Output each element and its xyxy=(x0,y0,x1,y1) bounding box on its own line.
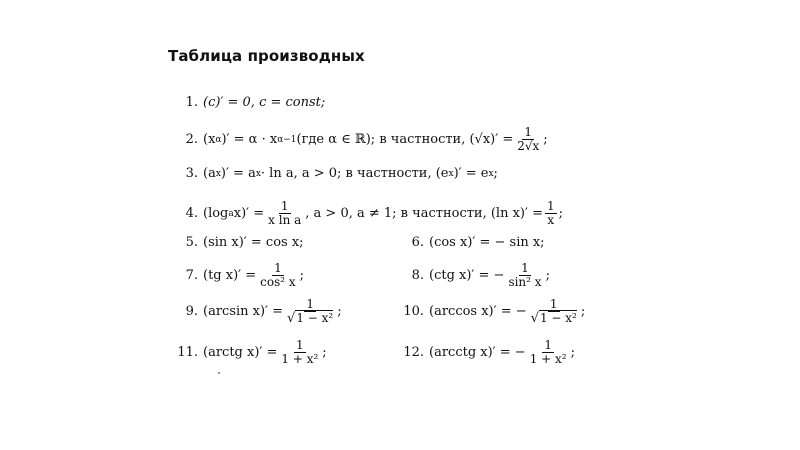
fraction xyxy=(266,200,303,227)
formula-number: 4. xyxy=(185,206,198,221)
fraction xyxy=(529,298,579,325)
formula-4: 4. (log a x)′ = $\frac{1}{\text{x ln a}}$ , a > 0, a ≠ 1; в частности, (ln x)′ = $\frac{1}{x}$ ; xyxy=(176,200,563,227)
formula-text: (a xyxy=(203,166,216,181)
formula-text: , a > 0, a ≠ 1; в частности, (ln x)′ = xyxy=(305,206,543,221)
formula-tail: ; xyxy=(580,304,586,319)
formula-text: (c)′ = 0, c = const; xyxy=(203,95,326,110)
formula-tail: ; xyxy=(299,268,305,283)
formula-tail: ; xyxy=(558,206,563,221)
formula-number: 1. xyxy=(185,95,198,110)
fraction xyxy=(515,126,541,153)
formula-number: 12. xyxy=(403,345,424,360)
formula-text: (tg x)′ = xyxy=(203,268,257,283)
formula-8 xyxy=(402,262,550,289)
formula-text: (log xyxy=(203,206,229,221)
sqrt-icon: √ xyxy=(287,311,296,326)
page-title: Таблица производных xyxy=(168,47,365,65)
denominator xyxy=(285,312,335,325)
formula-number: 6. xyxy=(411,235,424,250)
formula-number: 9. xyxy=(185,304,198,319)
formula-number: 3. xyxy=(185,166,198,181)
formula-text: (arccos x)′ = − xyxy=(429,304,527,319)
formula-text: (x xyxy=(203,132,216,147)
formula-tail: ; xyxy=(570,345,575,360)
formula-text: (sin x)′ = cos x; xyxy=(203,235,304,250)
sqrt-icon: √ xyxy=(530,311,539,326)
numerator: 1 xyxy=(274,261,282,275)
denominator: x xyxy=(547,213,555,227)
denominator: sin² x xyxy=(508,275,542,289)
formula-number: 10. xyxy=(403,304,424,319)
formula-2: 2. (x α )′ = α · x α−1 (где α ∈ ℝ); в частности, (√x)′ = $\frac{1}{2√x}$ ; xyxy=(176,126,548,153)
formula-tail: ; xyxy=(322,345,327,360)
formula-text: )′ = a xyxy=(220,166,256,181)
formula-number: 8. xyxy=(411,268,424,283)
numerator: 1 xyxy=(546,199,555,213)
formula-number: 7. xyxy=(185,268,198,283)
formula-text: (ctg x)′ = − xyxy=(429,268,505,283)
formula-number: 5. xyxy=(185,235,198,250)
fraction xyxy=(285,298,335,325)
formula-number: 11. xyxy=(177,345,198,360)
fraction xyxy=(545,200,557,227)
formula-number: 2. xyxy=(185,132,198,147)
radicand: 1 − x² xyxy=(539,311,577,325)
formula-text: (arcctg x)′ = − xyxy=(429,345,526,360)
numerator: 1 xyxy=(306,297,314,311)
numerator: 1 xyxy=(524,125,533,139)
fraction xyxy=(528,339,569,366)
formula-text: x)′ = xyxy=(233,206,265,221)
formula-10 xyxy=(402,298,585,325)
fraction xyxy=(506,262,543,289)
formula-text: (где α ∈ ℝ); в частности, (√x)′ = xyxy=(296,132,514,147)
denominator: x ln a xyxy=(268,213,302,227)
denominator xyxy=(529,312,579,325)
formula-text: (arctg x)′ = xyxy=(203,345,278,360)
formula-12 xyxy=(402,339,575,366)
numerator: 1 xyxy=(549,297,558,311)
formula-6 xyxy=(402,235,545,250)
fraction xyxy=(279,339,320,366)
numerator: 1 xyxy=(280,199,289,213)
fraction xyxy=(258,262,298,289)
denominator: cos² x xyxy=(260,275,296,289)
formula-3: 3. (a x )′ = a x · ln a, a > 0; в частности, (e x )′ = e x ; xyxy=(176,166,498,181)
radicand: 1 − x² xyxy=(296,311,334,325)
formula-5 xyxy=(176,235,304,250)
numerator: 1 xyxy=(296,338,304,352)
formula-tail: ; xyxy=(337,304,342,319)
formula-tail: ; xyxy=(543,132,548,147)
formula-text: )′ = e xyxy=(453,166,489,181)
formula-7 xyxy=(176,262,304,289)
formula-tail: ; xyxy=(545,268,550,283)
denominator: 1 + x² xyxy=(281,352,319,366)
formula-11 xyxy=(176,339,327,366)
formula-text: )′ = α · x xyxy=(221,132,278,147)
formula-text: (arcsin x)′ = xyxy=(203,304,284,319)
stray-dot xyxy=(218,372,220,374)
denominator: 1 + x² xyxy=(529,352,567,366)
formula-9 xyxy=(176,298,342,325)
denominator: 2√x xyxy=(517,139,540,153)
numerator: 1 xyxy=(521,261,529,275)
numerator: 1 xyxy=(544,338,552,352)
formula-text: · ln a, a > 0; в частности, (e xyxy=(260,166,449,181)
formula-tail: ; xyxy=(493,166,498,181)
formula-1 xyxy=(176,95,325,110)
formula-text: (cos x)′ = − sin x; xyxy=(429,235,545,250)
